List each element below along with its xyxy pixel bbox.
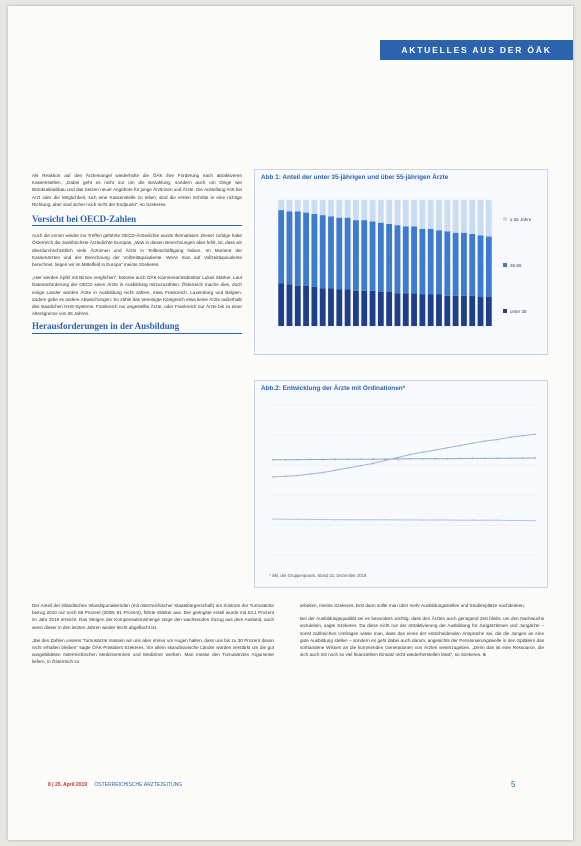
bar-segment xyxy=(378,200,384,223)
oecd-paragraph-2: „Hier werden Äpfel mit Birnen verglichen“, betonte auch ÖÄK-Kammeramtsdirektor Lukas Stärker. Laut Datenanforderung der OECD seien Ärzte in Ausbildung mitzuzuzählen. Österreich mache dies, doch einige Länder würden Ärzte in Ausbildung nicht zählen, etwa Frankreich, Luxemburg und Belgien. Zudem gebe es andere Abweichungen: So zähle das Vereinigte Königreich etwa keine Ärzte außerhalb des staatlichen NHS-Systems. Frankreich nur angestellte Ärzte, oder Frankreich nur Ärzte bis zu einer Altersgrenze von 65 Jahren. xyxy=(32,275,242,317)
data-point xyxy=(359,465,361,467)
bar-segment xyxy=(395,200,401,225)
bar-segment xyxy=(353,291,359,326)
data-point xyxy=(384,458,386,460)
publication-name: ÖSTERREICHISCHE ÄRZTEZEITUNG xyxy=(94,782,183,788)
bar-segment xyxy=(345,289,351,326)
bar-segment xyxy=(361,291,367,326)
data-point xyxy=(422,451,424,453)
data-point xyxy=(359,458,361,460)
data-point xyxy=(397,519,399,521)
figure-2 xyxy=(254,380,548,588)
data-point xyxy=(534,457,536,459)
data-point xyxy=(322,519,324,521)
figure-2-footnote: * inkl. der Gruppenpraxis, Stand 31. Dezember 2018 xyxy=(269,573,367,578)
bar-segment xyxy=(444,232,450,296)
bar-segment xyxy=(361,220,367,291)
right-paragraph-1: arbeiten, meinte Szekeres. Erst dann sollte man über mehr Ausbildungsstellen und Studienplätze nachdenken. xyxy=(300,603,525,608)
data-point xyxy=(409,519,411,521)
bar-segment xyxy=(469,296,475,326)
intro-paragraph: Als Reaktion auf den Ärztemangel wiederholte die ÖÄK ihre Forderung nach attraktiveren Kassenstellen. „Dabei geht es nicht nur um die Bezahlung, sondern auch um Dinge wie Bürokratieabbau und das Setzen neuer Angebote für junge Ärztinnen und Ärzte. Die Anstellung Arzt bei Arzt oder die Möglichkeit, sich eine Kassenstelle zu teilen, sind die ersten Schritte in eine richtige Richtung, aber sind sicher noch nicht der Endpunkt“, so Szekeres. xyxy=(32,173,242,207)
bar-segment xyxy=(469,200,475,234)
bar-segment xyxy=(403,200,409,226)
legend-swatch xyxy=(503,263,507,267)
bar-segment xyxy=(419,295,425,327)
bar-segment xyxy=(378,223,384,292)
bar-segment xyxy=(453,200,459,233)
legend-swatch xyxy=(503,217,507,221)
data-point xyxy=(272,476,274,478)
data-point xyxy=(422,519,424,521)
legend-label: unter 35 xyxy=(510,309,527,314)
bar-segment xyxy=(328,216,334,288)
bar-segment xyxy=(311,214,317,287)
data-point xyxy=(472,519,474,521)
bar-segment xyxy=(320,215,326,288)
ausbildung-paragraph-2: „Bei den Zahlen unserer Turnusärzte müssen wir uns aber immer vor Augen halten, dass uns bis zu 30 Prozent davon nicht erhalten bleiben“ sagte ÖÄK-Präsident Szekeres. Vor allem skandinavische Länder würden verstärkt um die gut ausgebildeten österreichischen Medizinerinnen und Mediziner werben. Man müsse den Turnusärzten Argumente liefern, in Österreich zu xyxy=(32,637,274,665)
data-point xyxy=(272,459,274,461)
bar-segment xyxy=(436,230,442,294)
data-point xyxy=(434,458,436,460)
bar-segment xyxy=(320,288,326,326)
data-point xyxy=(310,459,312,461)
bar-segment xyxy=(461,233,467,296)
bar-segment xyxy=(486,200,492,237)
issue-date: 8 | 25. April 2019 xyxy=(48,782,88,788)
bar-segment xyxy=(453,233,459,296)
data-point xyxy=(297,475,299,477)
data-point xyxy=(334,469,336,471)
page-number: 5 xyxy=(511,780,516,789)
bar-segment xyxy=(428,229,434,295)
bar-segment xyxy=(395,293,401,326)
bar-segment xyxy=(303,200,309,213)
bar-segment xyxy=(386,224,392,292)
bar-segment xyxy=(370,291,376,326)
data-point xyxy=(372,519,374,521)
bar-segment xyxy=(478,200,484,235)
data-point xyxy=(459,519,461,521)
data-point xyxy=(272,518,274,520)
figure-1-title: Abb 1: Anteil der unter 35-jährigen und über 55-jährigen Ärzte xyxy=(261,174,449,181)
bar-segment xyxy=(370,221,376,290)
data-point xyxy=(397,458,399,460)
data-point xyxy=(534,520,536,522)
bar-segment xyxy=(419,229,425,295)
data-point xyxy=(522,457,524,459)
data-point xyxy=(522,520,524,522)
bar-segment xyxy=(278,283,284,326)
legend-label: 35-55 xyxy=(510,263,522,268)
data-point xyxy=(497,439,499,441)
bar-segment xyxy=(336,200,342,218)
data-point xyxy=(497,519,499,521)
data-point xyxy=(334,519,336,521)
bar-segment xyxy=(328,200,334,216)
data-point xyxy=(472,458,474,460)
bottom-left-column xyxy=(32,602,274,672)
section-banner: AKTUELLES AUS DER ÖÄK xyxy=(380,40,573,60)
bar-segment xyxy=(411,226,417,293)
data-point xyxy=(409,458,411,460)
bar-segment xyxy=(287,284,293,326)
bar-segment xyxy=(287,211,293,284)
ausbildung-paragraph-1: Der Anteil der inländischen Inlandsjurnaliernden (mit österreichischer Staatsbürgerschaft) am Zustrom der Turnusärzte betrug 2010 nur noch 69 Prozent (2008: 81 Prozent), führte Stärker aus. Der geringste Anteil wurde mit 63,1 Prozent im Jahr 2016 erreicht. Das Steigen der Kompensationsmenge zeige den wachsenden Zuzug aus dem Ausland, auch wenn dieser in den letzten Jahren wieder leicht abgeflacht ist. xyxy=(32,603,274,630)
data-point xyxy=(434,519,436,521)
bar-segment xyxy=(303,286,309,326)
bar-segment xyxy=(328,288,334,326)
data-point xyxy=(509,520,511,522)
bar-segment xyxy=(320,200,326,215)
bottom-right-column xyxy=(300,602,544,664)
right-paragraph-2: Bei der Ausbildungsqualität sei es besonders wichtig, dass den Ärzten auch genügend Zeit bleibt, um den Nachwuchs anzuleiten, sagte Szekeres. Da diese nicht nur der Attraktivierung der Ausbildung für Jungärztinnen und Jungärzte – sonst zahlreichen Umfragen wisse man, dass das eines der entscheidenden Ansprüche sei, die die Jungen an eine gute Ausbildung stellen – sondern es geht dabei auch darum, angesichts der Pensionierungswelle in den Spitälern das vorhandene Wissen an die kommenden Generationen von Ärzten weiterzugeben. „Denn das ist eine Ressource, die sich auch mit noch so viel finanziellem Einsatz nicht wiederherstellen lässt“, so Szekeres. ⊗ xyxy=(300,616,544,658)
bar-segment xyxy=(436,295,442,327)
data-point xyxy=(522,435,524,437)
figure-1-chart xyxy=(255,184,547,352)
bar-segment xyxy=(453,296,459,326)
bar-segment xyxy=(345,200,351,218)
figure-2-title: Abb.2: Entwicklung der Ärzte mit Ordinationen* xyxy=(261,385,406,392)
data-point xyxy=(285,459,287,461)
bar-segment xyxy=(403,293,409,326)
bar-segment xyxy=(411,293,417,326)
series-line xyxy=(273,434,535,477)
data-point xyxy=(447,519,449,521)
bar-segment xyxy=(287,200,293,211)
bar-segment xyxy=(386,200,392,224)
bar-segment xyxy=(403,226,409,293)
bar-segment xyxy=(444,296,450,326)
data-point xyxy=(334,458,336,460)
magazine-page xyxy=(8,6,573,840)
bar-segment xyxy=(469,234,475,296)
bar-segment xyxy=(478,297,484,326)
bar-segment xyxy=(311,200,317,214)
series-line xyxy=(273,519,535,521)
bar-segment xyxy=(419,200,425,229)
data-point xyxy=(310,473,312,475)
bar-segment xyxy=(278,210,284,283)
bar-segment xyxy=(428,200,434,229)
bar-segment xyxy=(336,218,342,290)
data-point xyxy=(347,458,349,460)
data-point xyxy=(285,518,287,520)
heading-oecd: Vorsicht bei OECD-Zahlen xyxy=(32,216,242,226)
data-point xyxy=(497,457,499,459)
bar-segment xyxy=(370,200,376,221)
bar-segment xyxy=(295,286,301,326)
bar-segment xyxy=(395,225,401,293)
legend-label: ≥ 55 Jahre xyxy=(510,217,532,222)
data-point xyxy=(285,475,287,477)
data-point xyxy=(359,519,361,521)
data-point xyxy=(347,519,349,521)
data-point xyxy=(509,457,511,459)
heading-ausbildung: Herausforderungen in der Ausbildung xyxy=(32,323,242,333)
data-point xyxy=(322,459,324,461)
left-column xyxy=(32,172,242,340)
data-point xyxy=(422,458,424,460)
data-point xyxy=(347,467,349,469)
data-point xyxy=(484,458,486,460)
data-point xyxy=(484,440,486,442)
data-point xyxy=(459,445,461,447)
bar-segment xyxy=(311,287,317,326)
data-point xyxy=(434,449,436,451)
data-point xyxy=(372,463,374,465)
oecd-paragraph-1: Auch die immer wieder ins Treffen geführte OECD-Ärztedichte wurde thematisiert. Dieser zufolge habe Österreich die zweithöchste Ärztedichte Europas. „Was in diesen Berechnungen aber fehlt, ist, dass wir überdurchschnittlich viele Ärztinnen und Ärzte in Teilbeschäftigung haben. Im Moment der Kassenärzten und der Berechnung der Vollzeitäquivalente. Wenn man auf Vollzeitäquivalente berechnet, liegen wir im Mittelfeld in Europa“ meinte Szekeres. xyxy=(32,233,242,268)
bar-segment xyxy=(353,200,359,220)
bar-segment xyxy=(295,200,301,211)
data-point xyxy=(534,433,536,435)
bar-segment xyxy=(428,295,434,327)
data-point xyxy=(310,519,312,521)
data-point xyxy=(322,472,324,474)
bar-segment xyxy=(295,211,301,285)
data-point xyxy=(459,458,461,460)
bar-segment xyxy=(486,237,492,297)
legend-swatch xyxy=(503,309,507,313)
bar-segment xyxy=(278,200,284,210)
page-footer xyxy=(48,782,182,788)
bar-segment xyxy=(353,220,359,291)
bar-segment xyxy=(444,200,450,232)
bar-segment xyxy=(361,200,367,220)
bar-segment xyxy=(303,213,309,286)
bar-segment xyxy=(378,292,384,326)
data-point xyxy=(372,458,374,460)
series-line xyxy=(273,458,535,460)
bar-segment xyxy=(386,292,392,326)
data-point xyxy=(509,436,511,438)
bar-segment xyxy=(461,200,467,233)
data-point xyxy=(447,447,449,449)
data-point xyxy=(484,519,486,521)
data-point xyxy=(297,518,299,520)
bar-segment xyxy=(461,296,467,326)
data-point xyxy=(409,454,411,456)
bar-segment xyxy=(436,200,442,230)
bar-segment xyxy=(486,297,492,326)
data-point xyxy=(297,459,299,461)
bar-segment xyxy=(478,235,484,297)
figure-2-chart xyxy=(255,395,547,565)
figure-1 xyxy=(254,169,548,355)
bar-segment xyxy=(411,200,417,226)
data-point xyxy=(447,458,449,460)
bar-segment xyxy=(345,218,351,290)
bar-segment xyxy=(336,289,342,326)
data-point xyxy=(384,519,386,521)
data-point xyxy=(472,442,474,444)
